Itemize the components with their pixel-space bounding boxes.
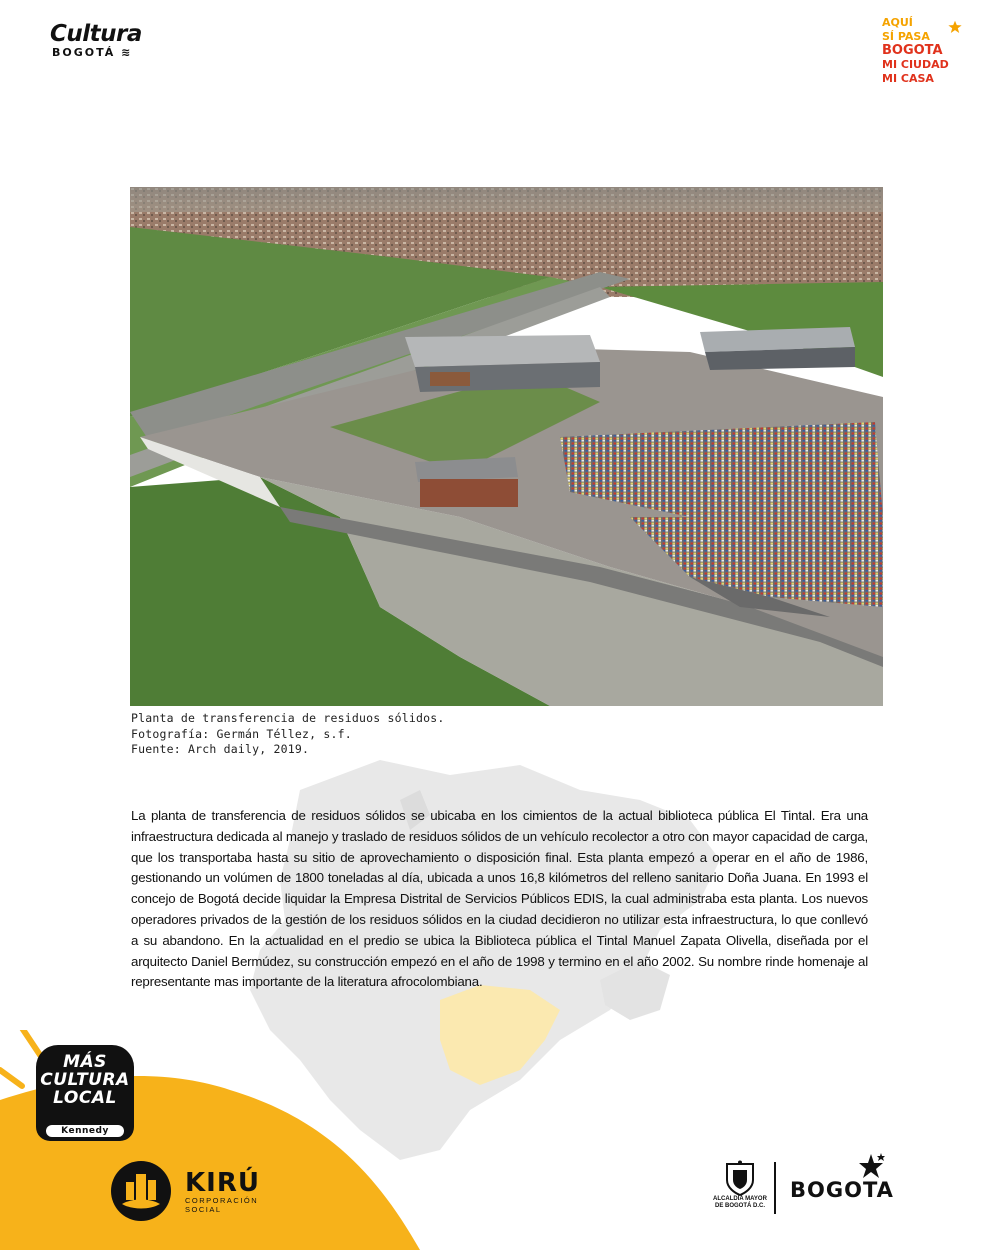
- si-pasa-text: SÍ PASA: [882, 30, 930, 43]
- aerial-photo-illustration: [130, 187, 883, 706]
- aqui-si-pasa-logo: [882, 16, 972, 86]
- kiru-subtitle-2: SOCIAL: [185, 1205, 222, 1214]
- mas-cultura-local-badge: [36, 1045, 134, 1141]
- kiru-logo-text: [185, 1170, 260, 1214]
- badge-locality-label: Kennedy: [46, 1125, 124, 1137]
- coat-of-arms-icon: [723, 1160, 757, 1196]
- star-icon: [948, 20, 962, 34]
- logo-bogota-word: BOGOTÁ: [52, 46, 116, 59]
- photo-caption: [131, 711, 631, 758]
- caption-photographer: Fotografía: Germán Téllez, s.f.: [131, 726, 352, 741]
- kiru-name: KIRÚ: [185, 1168, 260, 1198]
- mi-casa-text: MI CASA: [882, 72, 934, 85]
- kiru-subtitle-1: CORPORACIÓN: [185, 1196, 259, 1205]
- kiru-emblem-icon: [110, 1160, 172, 1222]
- logo-cultura-text: Cultura: [50, 21, 142, 47]
- badge-mas-text: MÁS: [63, 1052, 107, 1072]
- bogota-logo-text: BOGOTA: [790, 1178, 894, 1202]
- caption-source: Fuente: Arch daily, 2019.: [131, 742, 310, 756]
- aerial-photograph: [130, 187, 883, 706]
- caption-title: Planta de transferencia de residuos sólidos.: [131, 711, 445, 725]
- alcaldia-line-1: ALCALDÍA MAYOR: [713, 1196, 767, 1202]
- mi-ciudad-text: MI CIUDAD: [882, 58, 949, 71]
- badge-local-text: LOCAL: [53, 1088, 117, 1108]
- logo-bogota-text: [52, 46, 160, 60]
- bogota-text: BOGOTA: [882, 43, 943, 58]
- cultura-bogota-logo: [50, 22, 160, 66]
- aqui-text: AQUÍ: [882, 16, 913, 29]
- alcaldia-logo: [700, 1160, 780, 1220]
- bogota-star-icon: [856, 1152, 886, 1182]
- footer-divider: [774, 1162, 776, 1214]
- badge-cultura-text: CULTURA: [40, 1070, 130, 1090]
- waves-icon: ≋: [121, 46, 133, 59]
- body-paragraph: La planta de transferencia de residuos sólidos se ubicaba en los cimientos de la actual biblioteca pública El Tintal. Era una infraestructura dedicada al manejo y traslado de residuos sólidos de un vehículo recolector a otro con mayor capacidad de carga, que los transportaba hasta su sitio de aprovechamiento o disposición final. Esta planta empezó a operar en el año de 1986, gestionando un volúmen de 1800 toneladas al día, ubicada a unos 16,8 kilómetros del relleno sanitario Doña Juana. En 1993 el concejo de Bogotá decide liquidar la Empresa Distrital de Servicios Públicos EDIS, la cual administraba esta planta. Los nuevos operadores privados de la gestión de los residuos sólidos en la ciudad decidieron no utilizar esta infraestructura, lo que conllevó a su abandono. En la actualidad en el predio se ubica la Biblioteca pública el Tintal Manuel Zapata Olivella, diseñada por el arquitecto Daniel Bermúdez, su construcción empezó en el año de 1998 y termino en el año 2002. Su nombre rinde homenaje al representante mas importante de la literatura afrocolombiana.: [131, 808, 868, 990]
- alcaldia-line-2: DE BOGOTÁ D.C.: [714, 1203, 765, 1209]
